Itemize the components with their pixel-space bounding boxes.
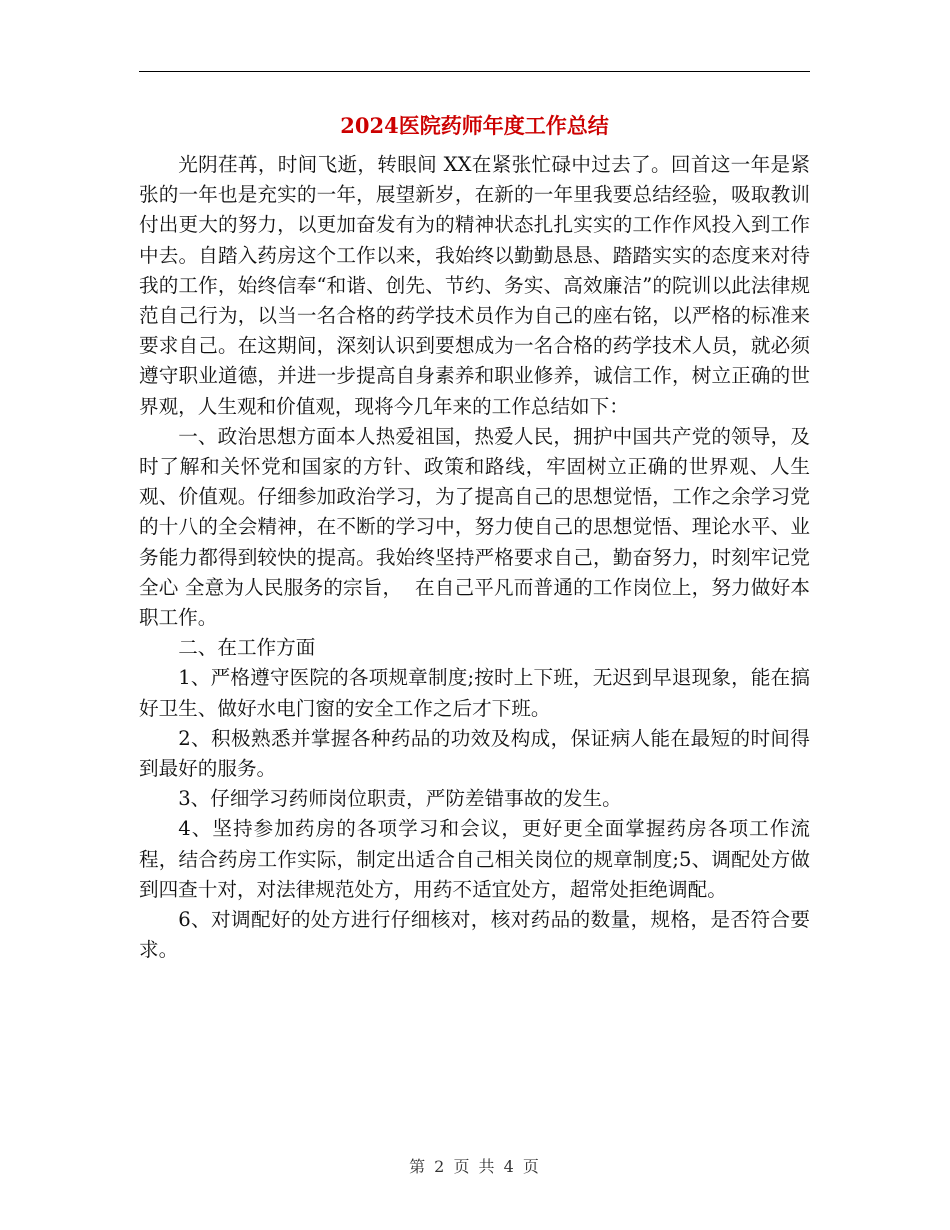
page-indicator: 第 2 页 共 4 页: [409, 1157, 541, 1176]
document-title: 2024医院药师年度工作总结: [340, 113, 609, 138]
paragraph-political: 一、政治思想方面本人热爱祖国，热爱人民，拥护中国共产党的领导，及时了解和关怀党和国家的方针、政策和路线，牢固树立正确的世界观、人生观、价值观。仔细参加政治学习，为了提高自己的思想觉悟，工作之余学习党的十八的全会精神，在不断的学习中，努力使自己的思想觉悟、理论水平、业务能力都得到较快的提高。我始终坚持严格要求自己，勤奋努力，时刻牢记党全心 全意为人民服务的宗旨， 在自己平凡而普通的工作岗位上，努力做好本职工作。: [139, 424, 810, 630]
document-body: [139, 150, 810, 965]
header-rule: [139, 71, 810, 72]
paragraph-item-2: 2、积极熟悉并掌握各种药品的功效及构成，保证病人能在最短的时间得到最好的服务。: [139, 726, 810, 781]
paragraph-item-4: 4、坚持参加药房的各项学习和会议，更好更全面掌握药房各项工作流程，结合药房工作实际，制定出适合自己相关岗位的规章制度;5、调配处方做到四查十对，对法律规范处方，用药不适宜处方，超常处拒绝调配。: [139, 817, 810, 901]
paragraph-work-heading: 二、在工作方面: [178, 636, 316, 660]
paragraph-intro: 光阴荏苒，时间飞逝，转眼间 XX在紧张忙碌中过去了。回首这一年是紧张的一年也是充实的一年，展望新岁，在新的一年里我要总结经验，吸取教训付出更大的努力，以更加奋发有为的精神状态扎扎实实的工作作风投入到工作中去。自踏入药房这个工作以来，我始终以勤勤恳恳、踏踏实实的态度来对待我的工作，始终信奉“和谐、创先、节约、务实、高效廉洁”的院训以此法律规范自己行为，以当一名合格的药学技术员作为自己的座右铭，以严格的标准来要求自己。在这期间，深刻认识到要想成为一名合格的药学技术人员，就必须遵守职业道德，并进一步提高自身素养和职业修养，诚信工作，树立正确的世界观，人生观和价值观，现将今几年来的工作总结如下：: [139, 153, 810, 418]
paragraph-item-3: 3、仔细学习药师岗位职责，严防差错事故的发生。: [178, 787, 622, 811]
paragraph-item-6: 6、对调配好的处方进行仔细核对，核对药品的数量，规格，是否符合要求。: [139, 908, 810, 962]
paragraph-item-1: 1、严格遵守医院的各项规章制度;按时上下班，无迟到早退现象，能在搞好卫生、做好水电门窗的安全工作之后才下班。: [139, 666, 810, 720]
